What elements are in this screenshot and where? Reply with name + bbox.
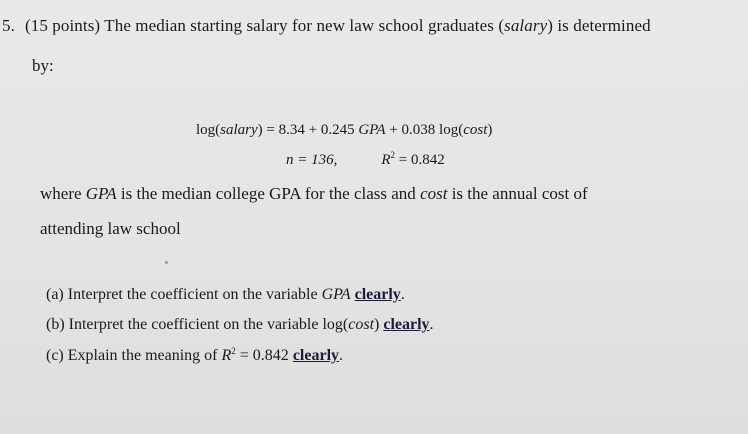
part-c-clearly: clearly (292, 347, 340, 364)
variable-description (40, 184, 588, 204)
equation-rhs-2: + 0.038 log( (389, 122, 464, 138)
question-text-start: (15 points) The median starting salary for new law school graduates ( (24, 16, 505, 35)
desc-cost-var: cost (420, 184, 448, 203)
regression-equation (196, 122, 492, 139)
part-a-text: (a) Interpret the coefficient on the variable (46, 286, 318, 303)
r-squared-letter: R (381, 152, 391, 168)
part-c-r: R (221, 347, 232, 364)
equation-close: ) (487, 122, 493, 138)
question-header (2, 16, 651, 36)
desc-mid: is the median college GPA for the class and (120, 184, 416, 203)
part-b-var: cost (348, 316, 375, 333)
part-c-exp: 2 (231, 346, 236, 356)
r-squared-value: = 0.842 (398, 152, 445, 168)
r-squared (381, 152, 444, 168)
part-b-period: . (429, 316, 434, 333)
part-b (46, 316, 434, 334)
part-b-text: (b) Interpret the coefficient on the variable log( (46, 316, 349, 333)
part-a (46, 286, 405, 304)
part-c-period: . (339, 347, 344, 364)
regression-stats (286, 150, 445, 169)
sample-size: n = 136, (286, 152, 338, 168)
desc-gpa-var: GPA (85, 184, 117, 203)
part-a-period: . (400, 286, 405, 303)
part-b-clearly: clearly (383, 316, 430, 333)
equation-lhs: log( (196, 122, 221, 138)
desc-end: is the annual cost of (451, 184, 588, 203)
part-a-clearly: clearly (354, 286, 401, 303)
part-c-value: = 0.842 (239, 347, 289, 364)
speck (165, 261, 168, 264)
equation-cost-var: cost (463, 122, 488, 138)
desc-where: where (40, 184, 82, 203)
equation-rhs-1: ) = 8.34 + 0.245 (257, 122, 355, 138)
part-c (46, 346, 343, 365)
question-number: 5. (2, 16, 15, 35)
r-squared-exp: 2 (390, 150, 396, 160)
question-by: by: (32, 56, 54, 75)
equation-gpa-var: GPA (358, 122, 386, 138)
question-text-end: ) is determined (547, 16, 651, 35)
part-b-close: ) (374, 316, 380, 333)
part-a-var: GPA (321, 286, 351, 303)
salary-variable: salary (504, 16, 548, 35)
equation-salary-var: salary (220, 122, 258, 138)
description-line-2: attending law school (40, 219, 181, 238)
part-c-text: (c) Explain the meaning of (46, 347, 218, 364)
